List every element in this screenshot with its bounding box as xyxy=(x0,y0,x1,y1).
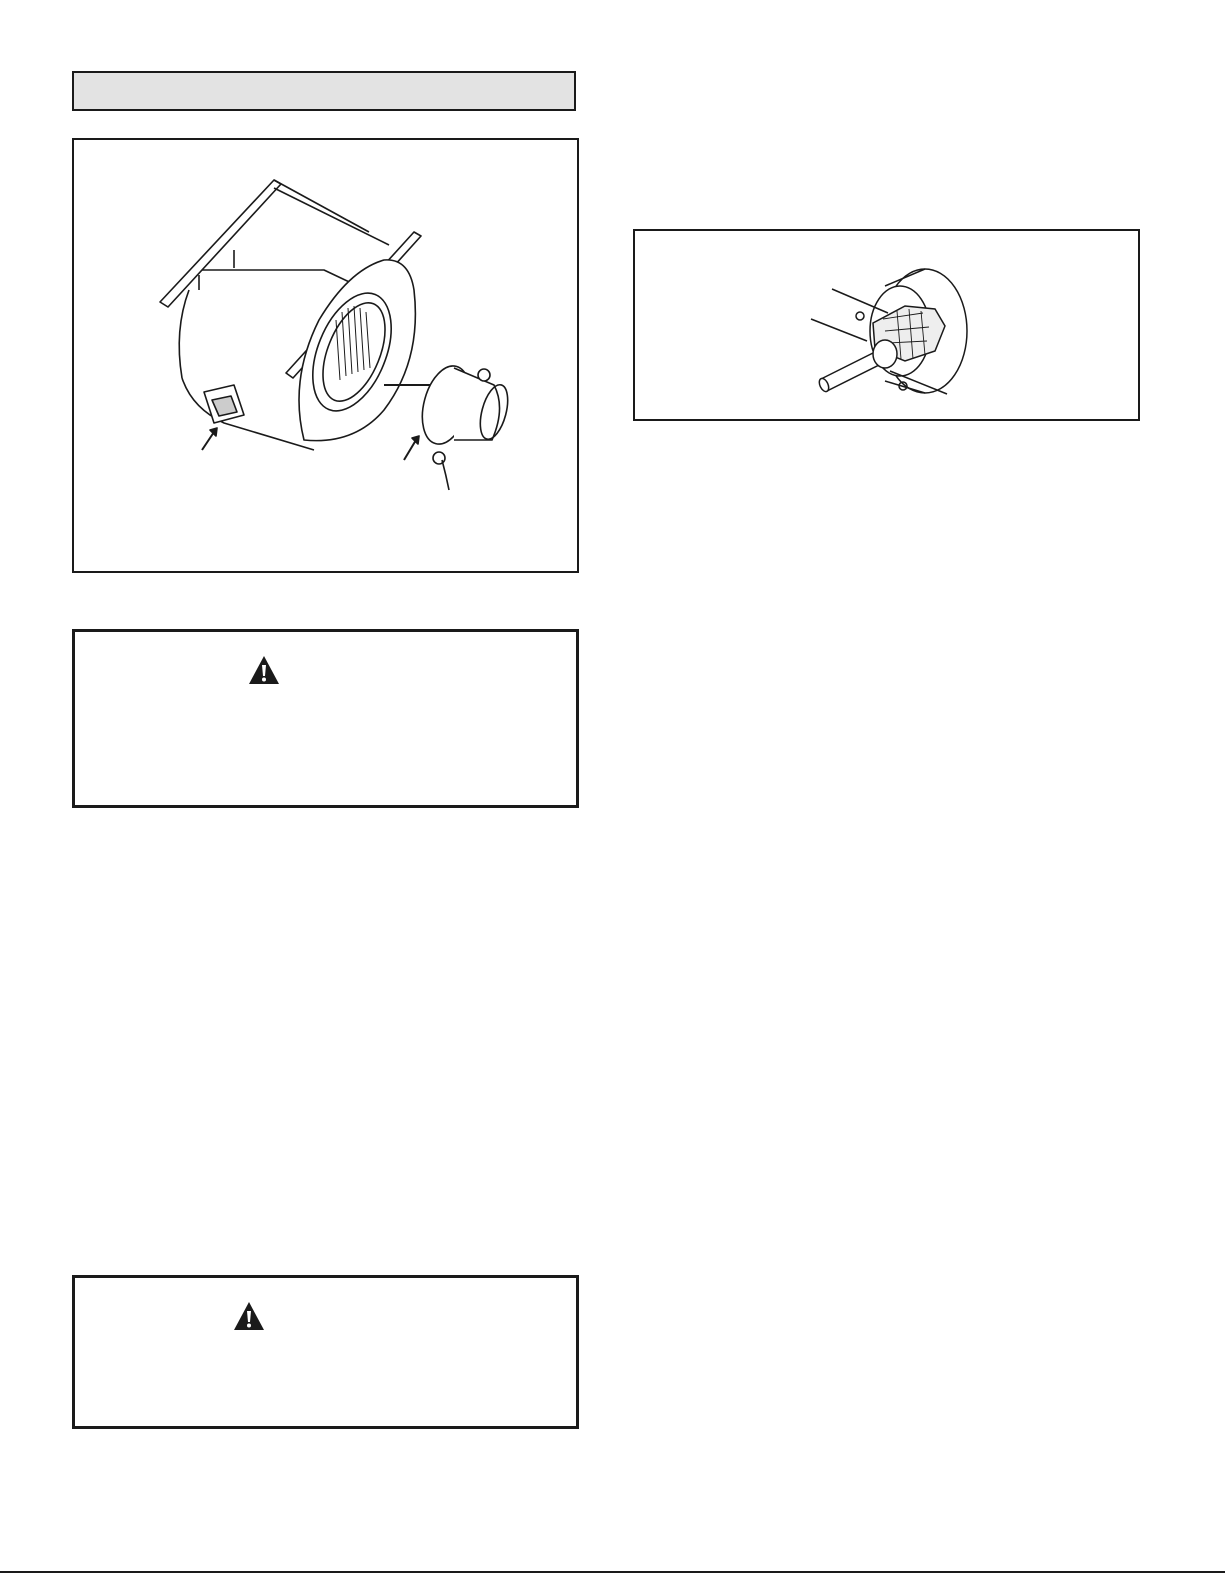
blower-assembly-figure xyxy=(72,138,579,573)
motor-detail-figure xyxy=(633,229,1140,421)
footer-rule xyxy=(0,1571,1225,1573)
blower-housing-motor-drawing xyxy=(74,140,577,571)
warning-box-2 xyxy=(72,1275,579,1429)
motor-shaft-drawing xyxy=(635,231,1138,419)
section-header-bar xyxy=(72,71,576,111)
warning-box-1 xyxy=(72,629,579,808)
warning-triangle-icon xyxy=(247,654,281,686)
warning-triangle-icon xyxy=(232,1300,266,1332)
